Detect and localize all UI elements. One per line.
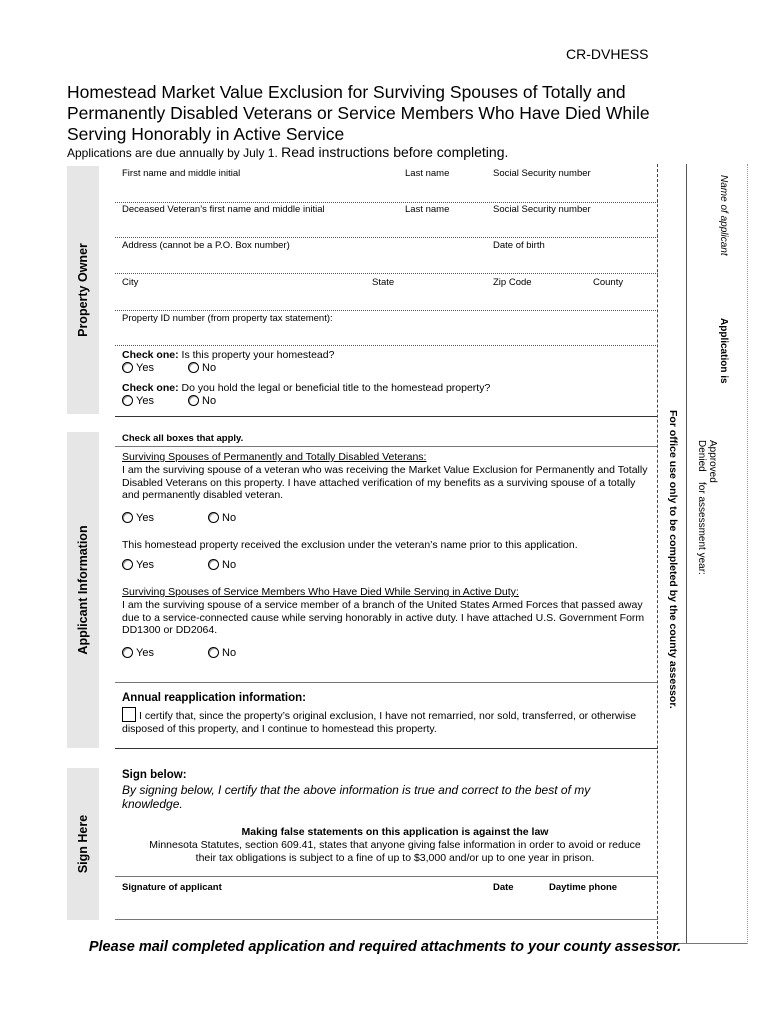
title-yes-radio[interactable] <box>122 395 154 407</box>
service-yes-radio[interactable] <box>122 647 154 659</box>
zip-label: Zip Code <box>493 277 532 288</box>
section-divider <box>115 748 658 749</box>
due-date-note: Applications are due annually by July 1. <box>67 146 278 160</box>
check-one-label: Check one: <box>122 349 179 361</box>
divider <box>115 446 658 447</box>
deceased-name-field[interactable] <box>115 237 658 238</box>
instructions-note: Read instructions before completing. <box>281 144 509 160</box>
sign-below-heading: Sign below: <box>122 769 187 781</box>
office-use-border <box>657 164 658 944</box>
reapplication-heading: Annual reapplication information: <box>122 692 307 704</box>
prior-no-radio[interactable] <box>208 559 236 571</box>
homestead-no-radio[interactable] <box>188 362 216 374</box>
service-heading: Surviving Spouses of Service Members Who Have Died While Serving in Active Duty: <box>122 586 519 598</box>
office-use-note: For office use only to be completed by the county assessor. <box>667 410 679 709</box>
radio-circle-icon <box>208 647 219 658</box>
reapplication-checkbox[interactable] <box>122 707 136 722</box>
subtitle <box>67 144 508 160</box>
name-of-applicant-label: Name of applicant <box>718 175 729 256</box>
section-label-applicant-info: Applicant Information <box>76 525 90 655</box>
radio-circle-icon <box>122 647 133 658</box>
address-label: Address (cannot be a P.O. Box number) <box>122 240 290 251</box>
deceased-last-name-label: Last name <box>405 204 450 215</box>
false-statements-text: Minnesota Statutes, section 609.41, states that anyone giving false information in order to avoid or reduce their tax obligations is subject to a fine of up to $3,000 and/or up to one year in prison. <box>149 839 641 864</box>
last-name-label: Last name <box>405 168 450 179</box>
yes-label: Yes <box>136 512 154 524</box>
radio-circle-icon <box>122 395 133 406</box>
section-divider <box>115 416 658 417</box>
assessment-year-label: for assessment year: <box>696 482 707 575</box>
homestead-yes-radio[interactable] <box>122 362 154 374</box>
daytime-phone-label: Daytime phone <box>549 882 618 893</box>
title-question-text: Do you hold the legal or beneficial title to the homestead property? <box>181 382 491 394</box>
title-question <box>122 382 490 395</box>
state-label: State <box>372 277 395 288</box>
denied-label: Denied <box>696 440 707 472</box>
section-label-property-owner: Property Owner <box>76 243 90 337</box>
county-label: County <box>593 277 624 288</box>
no-label: No <box>202 395 217 407</box>
page-title: Homestead Market Value Exclusion for Surviving Spouses of Totally and Permanently Disabled Veterans or Service Members Who Have Died While Serving Honorably in Active Service <box>67 82 650 144</box>
city-field[interactable] <box>115 310 658 311</box>
radio-circle-icon <box>122 559 133 570</box>
check-all-label: Check all boxes that apply. <box>122 433 244 444</box>
property-id-label: Property ID number (from property tax statement): <box>122 313 333 324</box>
radio-circle-icon <box>208 559 219 570</box>
address-field[interactable] <box>115 273 658 274</box>
first-name-field[interactable] <box>115 202 658 203</box>
signature-label: Signature of applicant <box>122 882 222 893</box>
approved-label: Approved <box>707 440 718 483</box>
city-label: City <box>122 277 139 288</box>
prior-exclusion-text: This homestead property received the exclusion under the veteran’s name prior to this application. <box>122 539 578 551</box>
service-no-radio[interactable] <box>208 647 236 659</box>
reapplication-text-content: I certify that, since the property’s original exclusion, I have not remarried, nor sold, transferred, or otherwise disposed of this property, and I continue to homestead this property. <box>122 710 637 735</box>
reapplication-text <box>122 707 652 735</box>
application-is-label: Application is <box>718 318 729 384</box>
ssn-label: Social Security number <box>493 168 591 179</box>
homestead-question <box>122 349 334 362</box>
disabled-no-radio[interactable] <box>208 512 236 524</box>
sign-here-section <box>67 768 99 920</box>
false-statements-heading: Making false statements on this application is against the law <box>241 826 549 838</box>
title-no-radio[interactable] <box>188 395 216 407</box>
yes-label: Yes <box>136 647 154 659</box>
radio-circle-icon <box>188 395 199 406</box>
radio-circle-icon <box>188 362 199 373</box>
prior-yes-radio[interactable] <box>122 559 154 571</box>
first-name-label: First name and middle initial <box>122 168 241 179</box>
yes-label: Yes <box>136 395 154 407</box>
no-label: No <box>222 647 237 659</box>
radio-circle-icon <box>122 512 133 523</box>
deceased-ssn-label: Social Security number <box>493 204 591 215</box>
property-id-field[interactable] <box>115 345 658 346</box>
radio-circle-icon <box>122 362 133 373</box>
form-id: CR-DVHESS <box>566 46 649 62</box>
footer-note: Please mail completed application and required attachments to your county assessor. <box>88 939 682 955</box>
applicant-info-section <box>67 432 99 748</box>
deceased-first-name-label: Deceased Veteran’s first name and middle initial <box>122 204 325 215</box>
signature-field[interactable] <box>115 919 658 920</box>
radio-circle-icon <box>208 512 219 523</box>
disabled-heading: Surviving Spouses of Permanently and Totally Disabled Veterans: <box>122 451 427 463</box>
property-owner-section <box>67 166 99 414</box>
yes-label: Yes <box>136 362 154 374</box>
divider <box>115 876 658 877</box>
no-label: No <box>222 559 237 571</box>
dob-label: Date of birth <box>493 240 545 251</box>
yes-label: Yes <box>136 559 154 571</box>
disabled-text: I am the surviving spouse of a veteran who was receiving the Market Value Exclusion for Permanently and Totally Disabled Veterans on this property. I have attached verification of my benefits as a surviving spouse of a totally and permanently disabled veteran. <box>122 464 648 501</box>
certify-text: By signing below, I certify that the above information is true and correct to the best of my knowledge. <box>122 783 591 811</box>
disabled-yes-radio[interactable] <box>122 512 154 524</box>
date-label: Date <box>493 882 514 893</box>
divider <box>115 682 658 683</box>
no-label: No <box>202 362 217 374</box>
check-one-label: Check one: <box>122 382 179 394</box>
no-label: No <box>222 512 237 524</box>
section-label-sign-here: Sign Here <box>76 814 90 874</box>
office-use-divider <box>686 164 687 944</box>
office-use-border <box>747 164 748 944</box>
service-text: I am the surviving spouse of a service member of a branch of the United States Armed Forces that passed away due to a service-connected cause while serving honorably in active duty. I have attached U.S. Government Form DD1300 or DD2064. <box>122 599 645 636</box>
homestead-question-text: Is this property your homestead? <box>181 349 335 361</box>
